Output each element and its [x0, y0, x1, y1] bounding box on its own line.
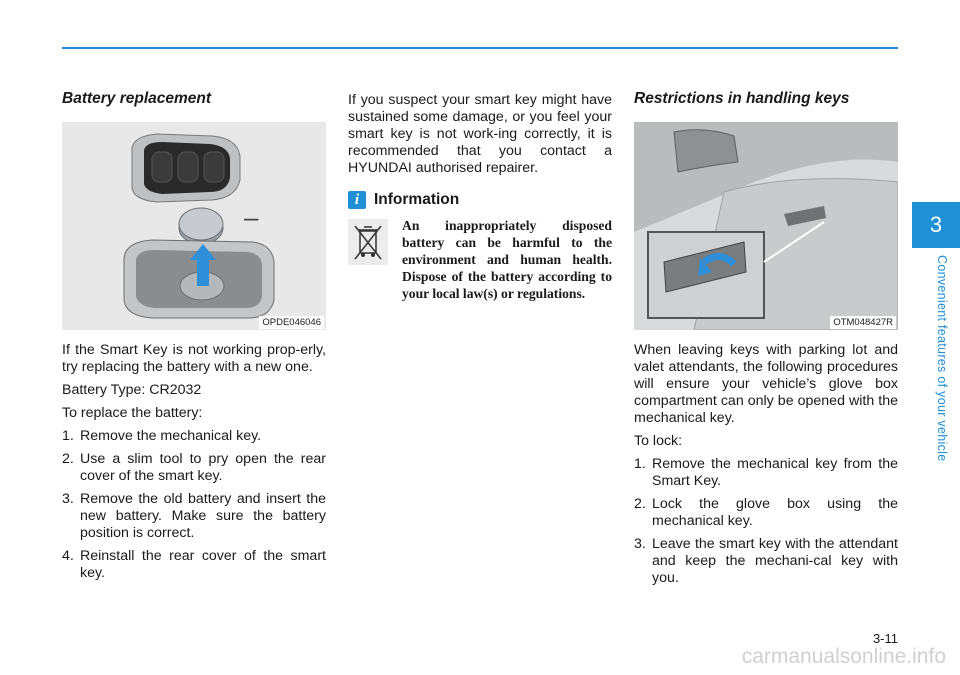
valet-paragraph: When leaving keys with parking lot and valet attendants, the following procedures will ensure your vehicle’s glove box compartment can only be opened with the mechanical key.: [634, 342, 898, 426]
step-number: 2.: [634, 496, 646, 512]
watermark: carmanualsonline.info: [741, 645, 946, 668]
step-text: Remove the old battery and insert the new battery. Make sure the battery position is correct.: [80, 491, 326, 541]
restrictions-column: [634, 90, 898, 593]
list-item: [634, 536, 898, 587]
list-item: [62, 491, 326, 542]
smart-key-illustration: [62, 122, 326, 330]
step-text: Remove the mechanical key.: [80, 428, 262, 444]
step-text: Reinstall the rear cover of the smart key.: [80, 548, 326, 581]
step-number: 1.: [634, 456, 646, 472]
smart-key-battery-figure: [62, 122, 326, 330]
page-number: 3-11: [872, 631, 898, 646]
step-text: Leave the smart key with the attendant and keep the mechani-cal key with you.: [652, 536, 898, 586]
damage-info-column: [348, 92, 612, 302]
information-title: Information: [374, 191, 460, 208]
step-number: 4.: [62, 548, 74, 564]
information-heading: [348, 191, 612, 209]
to-lock-heading: To lock:: [634, 433, 683, 449]
chapter-label-text: Convenient features of your vehicle: [935, 255, 949, 462]
chapter-tab: 3: [912, 202, 960, 248]
chapter-label: [935, 255, 951, 495]
disposal-warning-text: An inappropriately disposed battery can be harmful to the environment and human health. Dispose of the battery according to your local law(s) or regulations.: [402, 218, 612, 301]
lock-steps-list: [634, 456, 898, 587]
to-replace-heading: To replace the battery:: [62, 405, 203, 421]
figure-code: OPDE046046: [259, 316, 324, 329]
step-text: Lock the glove box using the mechanical key.: [652, 496, 898, 529]
crossed-out-bin-icon: [348, 219, 388, 265]
step-text: Remove the mechanical key from the Smart Key.: [652, 456, 898, 489]
step-number: 2.: [62, 451, 74, 467]
step-number: 3.: [62, 491, 74, 507]
list-item: [634, 496, 898, 530]
list-item: [62, 548, 326, 582]
battery-replacement-column: [62, 90, 326, 588]
list-item: [634, 456, 898, 490]
glove-box-figure: [634, 122, 898, 330]
step-number: 3.: [634, 536, 646, 552]
step-number: 1.: [62, 428, 74, 444]
intro-paragraph: If the Smart Key is not working prop-erly, try replacing the battery with a new one.: [62, 342, 326, 375]
information-body: [348, 217, 612, 302]
figure-code: OTM048427R: [830, 316, 896, 329]
header-rule: [62, 47, 898, 49]
list-item: [62, 428, 326, 445]
battery-type: Battery Type: CR2032: [62, 382, 202, 398]
svg-text:–: –: [244, 202, 259, 232]
info-icon: i: [348, 191, 366, 209]
replace-steps-list: [62, 428, 326, 582]
list-item: [62, 451, 326, 485]
section-title-restrictions: Restrictions in handling keys: [634, 90, 850, 107]
glove-box-illustration: [634, 122, 898, 330]
damage-paragraph: If you suspect your smart key might have sustained some damage, or you feel your smart key is not work-ing correctly, it is recommended that you contact a HYUNDAI authorised repairer.: [348, 92, 612, 176]
section-title-battery: Battery replacement: [62, 90, 212, 107]
step-text: Use a slim tool to pry open the rear cover of the smart key.: [80, 451, 326, 484]
